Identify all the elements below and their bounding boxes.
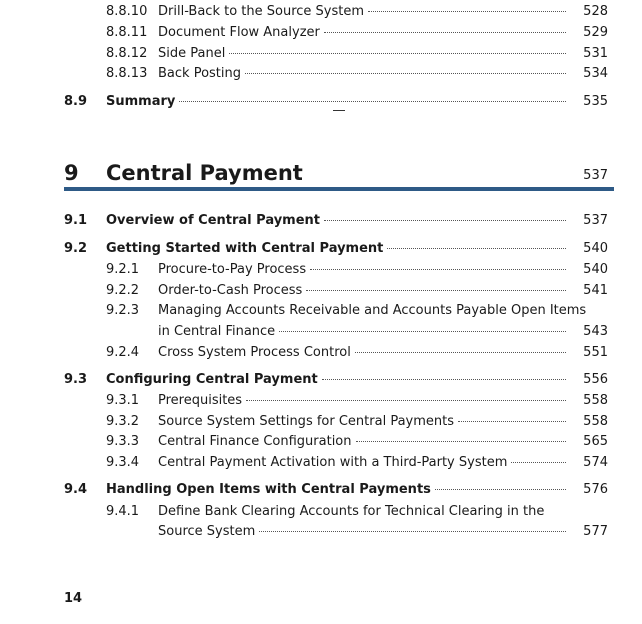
- entry-title: Define Bank Clearing Accounts for Technical Clearing in the: [158, 504, 545, 519]
- entry-page: 574: [583, 455, 608, 470]
- entry-number: 8.8.10: [106, 4, 148, 19]
- toc-entry: [0, 3, 642, 21]
- dot-leader: [245, 72, 566, 74]
- toc-section-entry: [0, 240, 642, 258]
- toc-entry: [0, 503, 642, 521]
- entry-page: 531: [583, 46, 608, 61]
- toc-entry: [0, 45, 642, 63]
- entry-title: Managing Accounts Receivable and Accounts Payable Open Items: [158, 303, 587, 318]
- entry-number: 9.2.2: [106, 283, 140, 298]
- toc-entry: [0, 302, 642, 320]
- chapter-number: 9: [64, 161, 79, 185]
- section-number: 9.1: [64, 213, 88, 228]
- entry-title: Central Payment Activation with a Third-Party System: [158, 455, 508, 470]
- dot-leader: [310, 268, 566, 270]
- entry-title: Procure-to-Pay Process: [158, 262, 307, 277]
- entry-page: 543: [583, 324, 608, 339]
- toc-entry: [0, 454, 642, 472]
- section-title: Overview of Central Payment: [106, 213, 320, 228]
- dot-leader: [259, 530, 566, 532]
- toc-entry: [0, 282, 642, 300]
- toc-entry: [0, 261, 642, 279]
- entry-page: 558: [583, 393, 608, 408]
- footer-page-number: 14: [64, 591, 83, 606]
- chapter-heading: [64, 158, 614, 188]
- entry-number: 9.4.1: [106, 504, 140, 519]
- dot-leader: [246, 399, 566, 401]
- toc-entry: [0, 392, 642, 410]
- entry-title-continued: Source System: [158, 524, 256, 539]
- toc-section-entry: [0, 371, 642, 389]
- chapter-page: 537: [583, 168, 608, 183]
- section-page: 535: [583, 94, 608, 109]
- entry-number: 8.8.12: [106, 46, 148, 61]
- entry-title-continued: in Central Finance: [158, 324, 276, 339]
- stray-mark: [333, 110, 345, 111]
- entry-title: Drill-Back to the Source System: [158, 4, 365, 19]
- chapter-rule: [64, 187, 614, 191]
- entry-number: 9.3.3: [106, 434, 140, 449]
- section-number: 9.3: [64, 372, 88, 387]
- entry-page: 534: [583, 66, 608, 81]
- entry-page: 540: [583, 262, 608, 277]
- entry-number: 9.2.1: [106, 262, 140, 277]
- entry-number: 9.2.3: [106, 303, 140, 318]
- entry-number: 9.2.4: [106, 345, 140, 360]
- entry-title: Cross System Process Control: [158, 345, 351, 360]
- toc-section-entry: [0, 93, 642, 111]
- toc-entry: [0, 344, 642, 362]
- entry-page: 529: [583, 25, 608, 40]
- entry-title: Side Panel: [158, 46, 226, 61]
- entry-title: Central Finance Configuration: [158, 434, 352, 449]
- dot-leader: [229, 52, 566, 54]
- entry-number: 8.8.11: [106, 25, 148, 40]
- dot-leader: [324, 31, 566, 33]
- section-page: 537: [583, 213, 608, 228]
- dot-leader: [356, 440, 567, 442]
- dot-leader: [511, 461, 566, 463]
- toc-section-entry: [0, 481, 642, 499]
- section-number: 9.2: [64, 241, 88, 256]
- dot-leader: [355, 351, 566, 353]
- entry-page: 528: [583, 4, 608, 19]
- toc-entry-continuation: [0, 523, 642, 541]
- dot-leader: [279, 330, 566, 332]
- entry-title: Order-to-Cash Process: [158, 283, 303, 298]
- dot-leader: [387, 247, 566, 249]
- toc-entry: [0, 433, 642, 451]
- dot-leader: [322, 378, 566, 380]
- dot-leader: [324, 219, 566, 221]
- toc-entry-continuation: [0, 323, 642, 341]
- dot-leader: [306, 289, 566, 291]
- dot-leader: [458, 420, 566, 422]
- section-title: Handling Open Items with Central Payments: [106, 482, 431, 497]
- section-title: Summary: [106, 94, 176, 109]
- section-number: 9.4: [64, 482, 88, 497]
- entry-title: Prerequisites: [158, 393, 243, 408]
- entry-number: 9.3.2: [106, 414, 140, 429]
- entry-page: 565: [583, 434, 608, 449]
- toc-entry: [0, 413, 642, 431]
- entry-number: 8.8.13: [106, 66, 148, 81]
- section-page: 576: [583, 482, 608, 497]
- section-page: 556: [583, 372, 608, 387]
- section-title: Getting Started with Central Payment: [106, 241, 384, 256]
- entry-title: Source System Settings for Central Payments: [158, 414, 455, 429]
- entry-number: 9.3.1: [106, 393, 140, 408]
- toc-entry: [0, 65, 642, 83]
- entry-page: 577: [583, 524, 608, 539]
- entry-page: 541: [583, 283, 608, 298]
- toc-entry: [0, 24, 642, 42]
- dot-leader: [368, 10, 566, 12]
- entry-page: 551: [583, 345, 608, 360]
- entry-title: Back Posting: [158, 66, 241, 81]
- entry-number: 9.3.4: [106, 455, 140, 470]
- toc-section-entry: [0, 212, 642, 230]
- chapter-title: Central Payment: [106, 161, 303, 185]
- dot-leader: [435, 488, 566, 490]
- entry-page: 558: [583, 414, 608, 429]
- dot-leader: [179, 100, 566, 102]
- section-number: 8.9: [64, 94, 88, 109]
- entry-title: Document Flow Analyzer: [158, 25, 320, 40]
- section-title: Configuring Central Payment: [106, 372, 318, 387]
- section-page: 540: [583, 241, 608, 256]
